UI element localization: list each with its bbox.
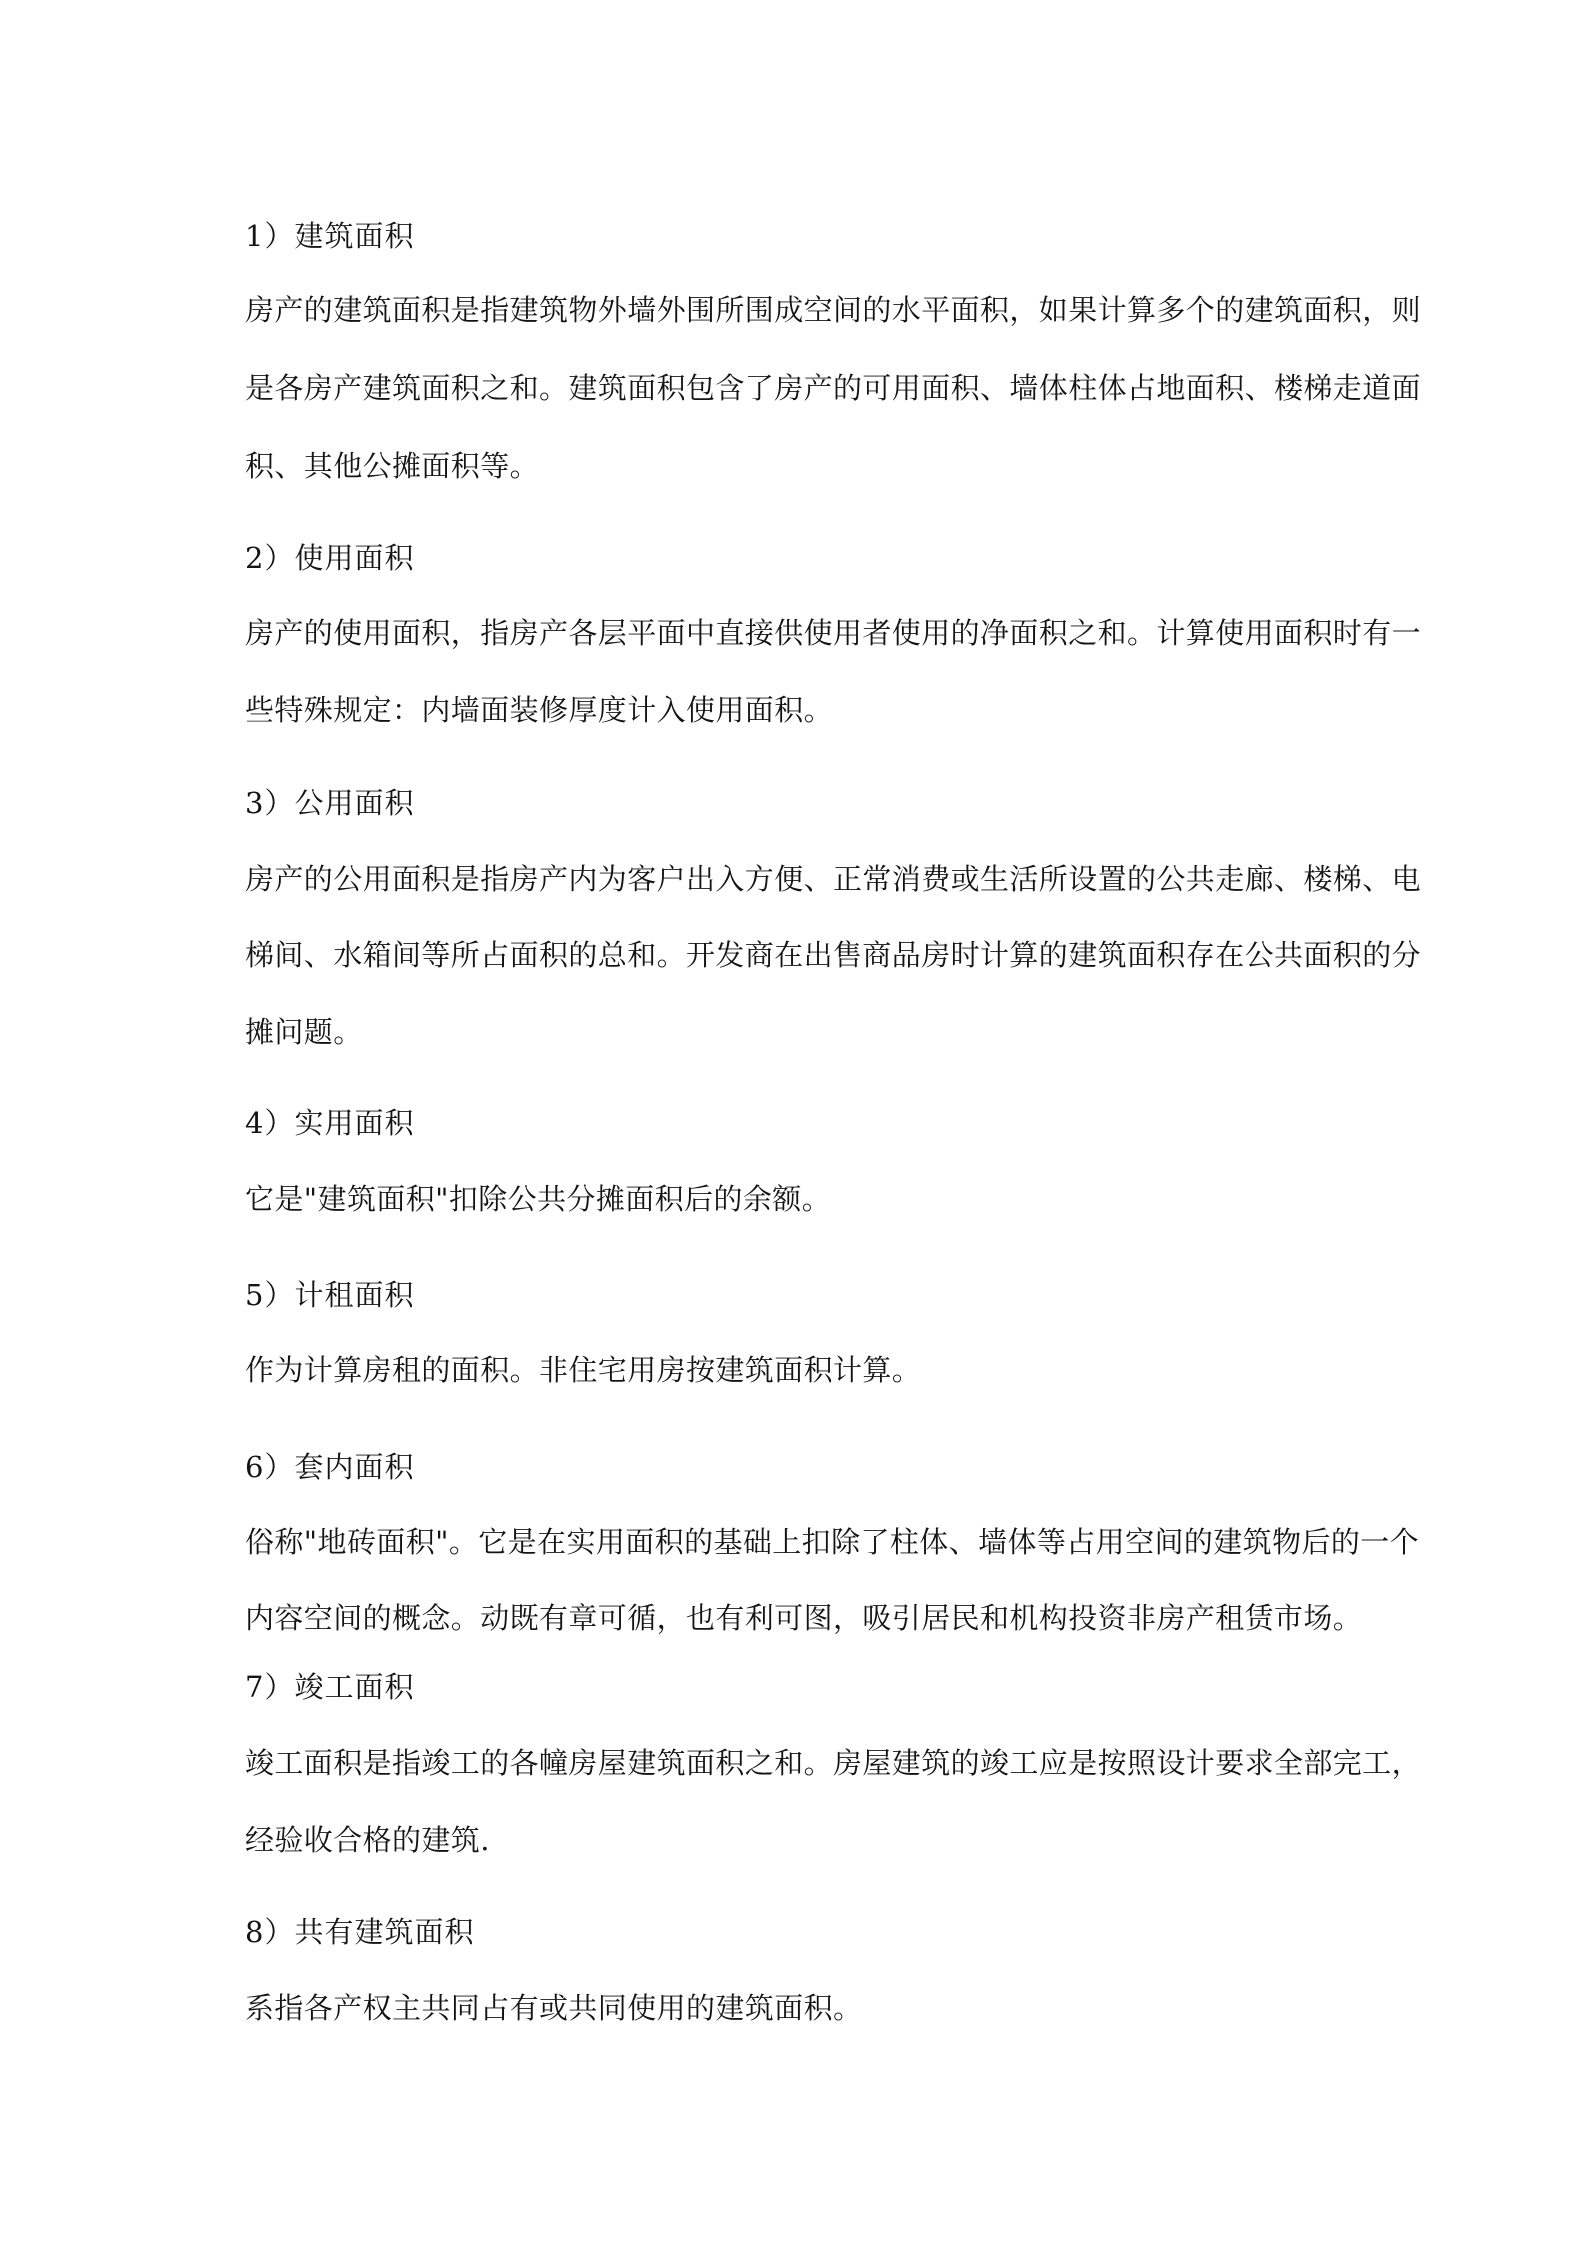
section-heading: 7）竣工面积 [245,1670,415,1704]
paragraph-line: 它是"建筑面积"扣除公共分摊面积后的余额。 [245,1182,832,1216]
paragraph-line: 经验收合格的建筑. [245,1823,490,1857]
paragraph-line: 作为计算房租的面积。非住宅用房按建筑面积计算。 [245,1353,922,1387]
section-heading: 2）使用面积 [245,541,415,575]
section-heading: 3）公用面积 [245,786,415,820]
paragraph-line: 房产的公用面积是指房产内为客户出入方便、正常消费或生活所设置的公共走廊、楼梯、电 [245,862,1422,896]
paragraph-line: 房产的使用面积，指房产各层平面中直接供使用者使用的净面积之和。计算使用面积时有一 [245,616,1422,650]
paragraph-line: 些特殊规定：内墙面装修厚度计入使用面积。 [245,693,834,727]
section-heading: 8）共有建筑面积 [245,1915,475,1949]
paragraph-line: 摊问题。 [245,1015,363,1049]
paragraph-line: 房产的建筑面积是指建筑物外墙外围所围成空间的水平面积，如果计算多个的建筑面积，则 [245,293,1422,327]
paragraph-line: 内容空间的概念。动既有章可循，也有利可图，吸引居民和机构投资非房产租赁市场。 [245,1601,1363,1635]
paragraph-line: 俗称"地砖面积"。它是在实用面积的基础上扣除了柱体、墙体等占用空间的建筑物后的一个 [245,1525,1420,1559]
section-heading: 1）建筑面积 [245,219,415,253]
section-heading: 6）套内面积 [245,1450,415,1484]
section-heading: 5）计租面积 [245,1278,415,1312]
section-heading: 4）实用面积 [245,1106,415,1140]
paragraph-line: 是各房产建筑面积之和。建筑面积包含了房产的可用面积、墙体柱体占地面积、楼梯走道面 [245,371,1422,405]
paragraph-line: 积、其他公摊面积等。 [245,449,540,483]
paragraph-line: 梯间、水箱间等所占面积的总和。开发商在出售商品房时计算的建筑面积存在公共面积的分 [245,938,1422,972]
paragraph-line: 系指各产权主共同占有或共同使用的建筑面积。 [245,1991,863,2025]
paragraph-line: 竣工面积是指竣工的各幢房屋建筑面积之和。房屋建筑的竣工应是按照设计要求全部完工， [245,1746,1422,1780]
